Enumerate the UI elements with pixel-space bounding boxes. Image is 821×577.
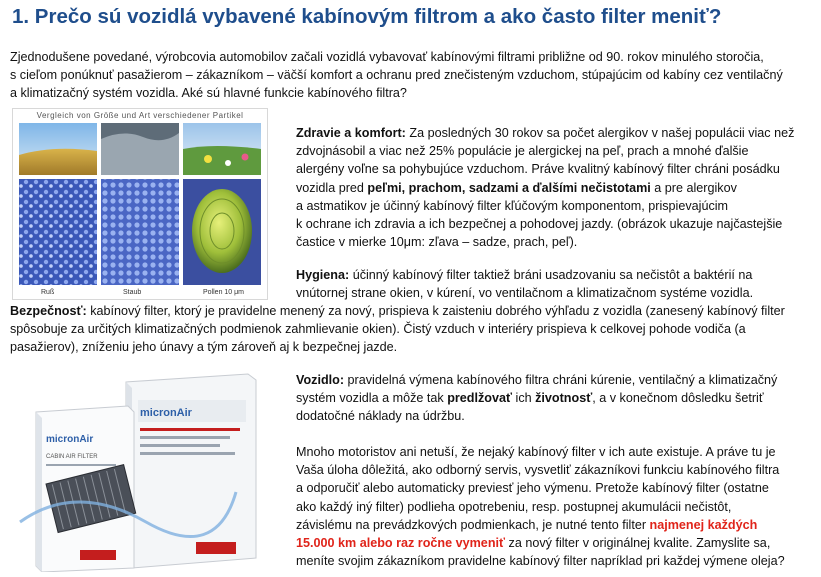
- advice-text: meníte svojim zákazníkom pravidelne kabínový filter napríklad pri každej výmene oleja?: [296, 554, 785, 569]
- zdravie-text: alergény voľne sa pohybujúce vzduchom. Práve kvalitný kabínový filter chráni posádku: [296, 162, 780, 177]
- bezpecnost-text: kabínový filter, ktorý je pravidelne menený za nový, prispieva k zaisteniu dobrého výhľadu z vozidla (zanesený kabínový filter: [90, 304, 785, 318]
- vozidlo-text: , a v konečnom dôsledku šetriť: [592, 391, 764, 406]
- zdravie-text: k ochrane ich zdravia a ich bezpečnej a pohodovej jazdy. (obrázok ukazuje najčastejšie: [296, 217, 783, 232]
- intro-paragraph: [10, 48, 810, 103]
- advice-highlight: 15.000 km alebo raz ročne vymeniť: [296, 536, 506, 551]
- particles-caption: Vergleich von Größe und Art verschiedener Partikel: [36, 111, 244, 120]
- micronair-logo: micronAir: [140, 407, 192, 419]
- vozidlo-label: Vozidlo:: [296, 373, 345, 387]
- micronair-box-illustration: [16, 372, 278, 572]
- zdravie-text: zdvojnásobil a viac než 25% populácie je alergickej na peľ, prach a mnohé ďalšie: [296, 144, 749, 159]
- advice-text: Vaša úloha dôležitá, ako odborný servis, vysvetliť zákazníkovi funkciu kabínového filtra: [296, 463, 780, 478]
- vozidlo-text: systém vozidla a môže tak: [296, 391, 448, 406]
- vozidlo-emphasis: životnosť: [535, 391, 593, 406]
- vozidlo-text: dodatočné náklady na údržbu.: [296, 409, 465, 424]
- zdravie-text: Za posledných 30 rokov sa počet alergikov v našej populácii viac než: [409, 126, 795, 140]
- particle-label-dust: Staub: [123, 289, 142, 296]
- hygiena-text: účinný kabínový filter taktiež bráni usadzovaniu sa nečistôt a baktérií na: [352, 268, 753, 282]
- bezpecnost-text: spôsobuje za určitých klimatizačných podmienok zahmlievanie okien). Čistý vzduch v interiéry prispieva k celkovej pohode vodiča (a: [10, 322, 746, 337]
- cabin-filter-product-image: [16, 372, 278, 572]
- advice-text: a odporučiť alebo automaticky previesť jeho výmenu. Pretože kabínový filter (ostatne: [296, 481, 769, 496]
- particles-illustration: [13, 109, 267, 299]
- bezpecnost-label: Bezpečnosť:: [10, 304, 87, 318]
- zdravie-text: častice v mierke 10μm: zľava – sadze, prach, peľ).: [296, 235, 578, 250]
- vozidlo-emphasis: predlžovať: [447, 391, 513, 406]
- advice-text: ako každý iný filter) podlieha opotrebeniu, resp. postupnej akumulácii nečistôt,: [296, 499, 732, 514]
- zdravie-text: a astmatikov je účinný kabínový filter kľúčovým komponentom, prispievajúcim: [296, 198, 729, 213]
- zdravie-emphasis: peľmi, prachom, sadzami a ďalšími nečistotami: [367, 180, 651, 195]
- page-title: 1. Prečo sú vozidlá vybavené kabínovým filtrom a ako často filter meniť?: [12, 5, 722, 28]
- section-service-advice: [296, 443, 816, 570]
- advice-text: za nový filter v originálnej kvalite. Zamyslite sa,: [505, 536, 771, 551]
- intro-line: s cieľom ponúknuť pasažierom – zákazníkom – väčší komfort a ochranu pred znečisteným vzduchom, stúpajúcim od kabíny cez ventilačný: [10, 68, 783, 83]
- section-vozidlo: [296, 371, 816, 426]
- intro-line: Zjednodušene povedané, výrobcovia automobilov začali vozidlá vybavovať kabínovými filtrami približne od 90. rokov minulého storočia,: [10, 50, 764, 64]
- vozidlo-text: pravidelná výmena kabínového filtra chráni kúrenie, ventilačný a klimatizačný: [347, 373, 778, 387]
- vozidlo-text: ich: [512, 391, 536, 406]
- section-bezpecnost: [10, 302, 815, 357]
- advice-highlight: najmenej každých: [649, 517, 758, 532]
- hygiena-text: vnútornej strane okien, v kúrení, vo ventilačnom a klimatizačnom systéme vozidla.: [296, 286, 754, 301]
- intro-line: a klimatizačný systém vozidla. Aké sú hlavné funkcie kabínového filtra?: [10, 86, 407, 101]
- section-zdravie: [296, 124, 816, 251]
- advice-text: závislému na prevádzkových podmienkach, je nutné tento filter: [296, 517, 650, 532]
- product-brand: micronAir: [46, 434, 94, 445]
- advice-text: Mnoho motoristov ani netuší, že nejaký kabínový filter v ich aute existuje. A práve tu je: [296, 445, 776, 459]
- section-hygiena: [296, 266, 816, 302]
- hygiena-label: Hygiena:: [296, 268, 350, 282]
- particle-label-soot: Ruß: [41, 289, 55, 296]
- particle-label-pollen: Pollen 10 μm: [203, 289, 244, 296]
- bezpecnost-text: pasažierov), zníženiu jeho únavy a tým zároveň aj k bezpečnej jazde.: [10, 340, 398, 355]
- zdravie-text: a pre alergikov: [650, 180, 737, 195]
- product-box-text: CABIN AIR FILTER: [46, 454, 98, 460]
- zdravie-text: vozidla pred: [296, 180, 368, 195]
- particles-image: [12, 108, 268, 300]
- zdravie-label: Zdravie a komfort:: [296, 126, 406, 140]
